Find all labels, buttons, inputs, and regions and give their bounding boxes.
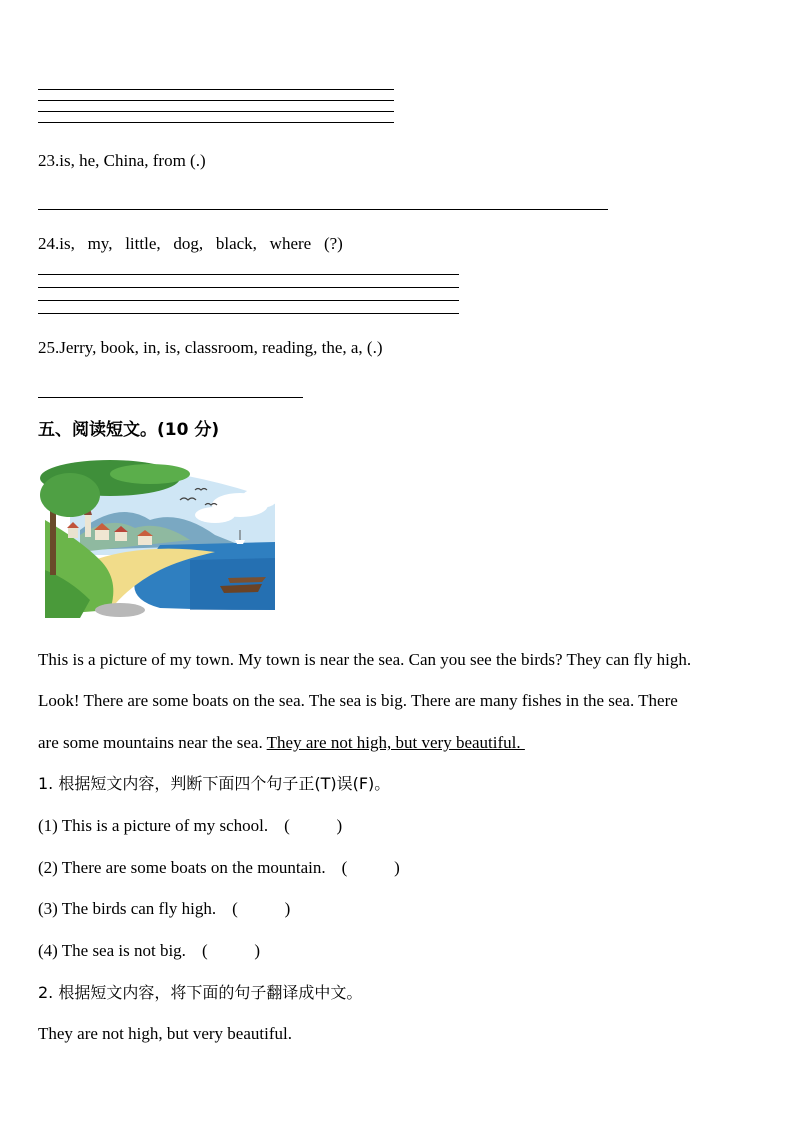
passage-line-3-plain: are some mountains near the sea. [38, 733, 267, 752]
writing-line [38, 287, 459, 288]
judge-item-1 [38, 816, 342, 836]
judge-item-4 [38, 941, 260, 961]
judge-item-text: (3) The birds can fly high. [38, 899, 217, 918]
translate-sentence: They are not high, but very beautiful. [38, 1024, 292, 1043]
town-sea-illustration [40, 460, 280, 620]
writing-line [38, 274, 459, 275]
writing-line [38, 300, 459, 301]
judge-item-text: (4) The sea is not big. [38, 941, 186, 960]
writing-line [38, 313, 459, 314]
writing-line [38, 122, 394, 123]
question-24: 24.is, my, little, dog, black, where (?) [38, 234, 343, 253]
judge-item-text: (2) There are some boats on the mountain. [38, 858, 326, 877]
task-2-instruction: 2. 根据短文内容，将下面的句子翻译成中文。 [38, 983, 363, 1002]
judge-item-text: (1) This is a picture of my school. [38, 816, 269, 835]
judge-answer-blank[interactable]: ( ) [201, 941, 261, 960]
answer-line-23[interactable] [38, 209, 608, 210]
passage-line-2: Look! There are some boats on the sea. The sea is big. There are many fishes in the sea. There [38, 691, 678, 710]
writing-line [38, 111, 394, 112]
judge-item-2 [38, 858, 400, 878]
writing-line [38, 89, 394, 90]
task-1-instruction: 1. 根据短文内容，判断下面四个句子正(T)误(F)。 [38, 774, 391, 793]
passage-line-1: This is a picture of my town. My town is near the sea. Can you see the birds? They can fly high. [38, 650, 692, 669]
passage-underlined-sentence: They are not high, but very beautiful. [266, 733, 525, 752]
judge-item-3 [38, 899, 290, 919]
writing-line [38, 100, 394, 101]
answer-line-25[interactable] [38, 397, 303, 398]
judge-answer-blank[interactable]: ( ) [284, 816, 343, 835]
question-23: 23.is, he, China, from (.) [38, 151, 206, 170]
judge-answer-blank[interactable]: ( ) [232, 899, 291, 918]
passage-line-3 [38, 733, 525, 753]
section-title: 五、阅读短文。(10 分) [38, 420, 220, 440]
question-25: 25.Jerry, book, in, is, classroom, reading, the, a, (.) [38, 338, 383, 357]
judge-answer-blank[interactable]: ( ) [341, 858, 400, 877]
